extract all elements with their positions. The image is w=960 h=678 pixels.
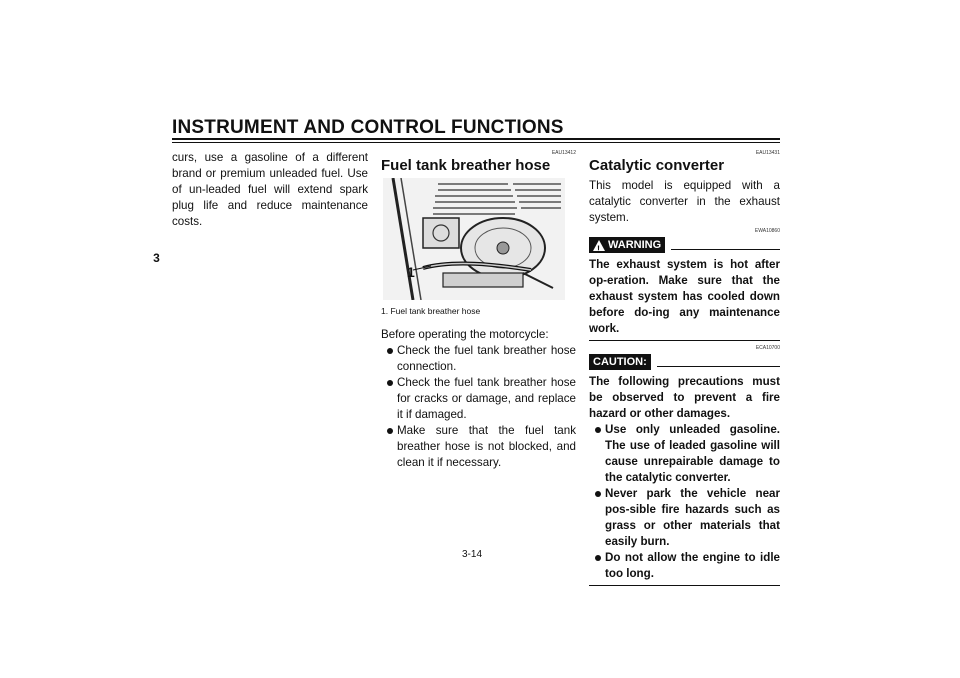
warning-triangle-icon xyxy=(593,240,605,251)
column-middle xyxy=(381,150,576,471)
caution-code: ECA10700 xyxy=(755,345,780,351)
chapter-tab: 3 xyxy=(153,251,160,265)
caution-badge: CAUTION: xyxy=(589,354,651,370)
engine-illustration xyxy=(383,178,565,300)
section-code: EAU13431 xyxy=(755,150,780,156)
bullet-icon xyxy=(387,348,393,354)
warning-header xyxy=(589,237,780,253)
bullet-icon xyxy=(595,491,601,497)
warning-code: EWA10860 xyxy=(754,228,780,234)
caution-header xyxy=(589,354,780,370)
fuel-intro-text: Before operating the motorcycle: xyxy=(381,328,549,341)
list-item: Check the fuel tank breather hose for cracks or damage, and replace it if damaged. xyxy=(381,375,576,423)
fuel-checklist xyxy=(381,343,576,471)
bullet-icon xyxy=(595,427,601,433)
caution-list xyxy=(589,422,780,582)
warning-text: The exhaust system is hot after op-eration. Make sure that the exhaust system has cooled down before do-ing any maintenance work. xyxy=(589,258,780,335)
bullet-icon xyxy=(595,555,601,561)
section-title-fuel-tank-breather-hose: Fuel tank breather hose xyxy=(381,157,551,174)
warning-badge: ! WARNING xyxy=(589,237,665,253)
bullet-icon xyxy=(387,380,393,386)
header-rule xyxy=(172,138,780,140)
figure-caption: 1. Fuel tank breather hose xyxy=(381,306,481,316)
divider xyxy=(589,585,780,586)
fuel-continuation-text: curs, use a gasoline of a different brand or premium unleaded fuel. Use of un-leaded fuel will extend spark plug life and reduce maintenance costs. xyxy=(172,151,368,228)
catalytic-intro-text: This model is equipped with a catalytic converter in the exhaust system. xyxy=(589,179,780,224)
page-number: 3-14 xyxy=(462,549,483,560)
divider xyxy=(589,340,780,341)
list-item: Make sure that the fuel tank breather hose is not blocked, and clean it if necessary. xyxy=(381,423,576,471)
list-item: Use only unleaded gasoline. The use of leaded gasoline will cause unrepairable damage to the catalytic converter. xyxy=(589,422,780,486)
bullet-icon xyxy=(387,428,393,434)
section-title-catalytic-converter: Catalytic converter xyxy=(589,157,725,174)
column-left xyxy=(172,150,368,230)
divider xyxy=(657,366,780,367)
section-code: EAU13412 xyxy=(551,150,576,156)
page-header-title: INSTRUMENT AND CONTROL FUNCTIONS xyxy=(172,117,564,138)
caution-text: The following precautions must be observed to prevent a fire hazard or other damages. xyxy=(589,375,780,420)
divider xyxy=(671,249,780,250)
list-item: Do not allow the engine to idle too long. xyxy=(589,550,780,582)
header-rule-thin xyxy=(172,142,780,143)
list-item: Never park the vehicle near pos-sible fire hazards such as grass or other materials that easily burn. xyxy=(589,486,780,550)
figure-callout-1: 1 xyxy=(407,264,415,280)
column-right xyxy=(589,150,780,586)
list-item: Check the fuel tank breather hose connection. xyxy=(381,343,576,375)
engine-drawing xyxy=(383,178,565,300)
